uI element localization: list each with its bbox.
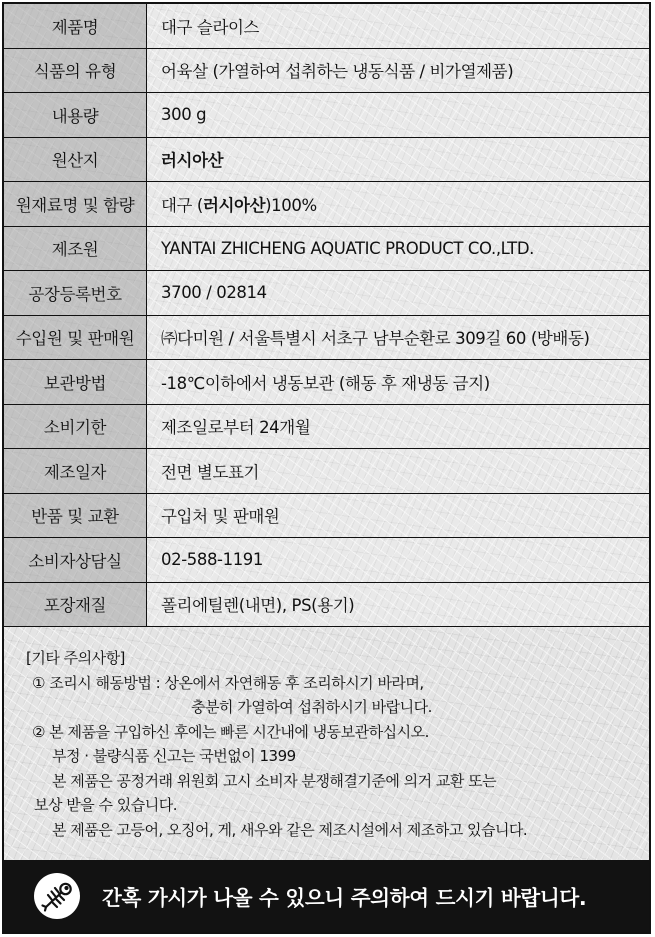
row-value: YANTAI ZHICHENG AQUATIC PRODUCT CO.,LTD. bbox=[147, 226, 650, 271]
table-row bbox=[4, 226, 649, 271]
table-row bbox=[4, 538, 649, 583]
table-row bbox=[4, 315, 649, 360]
table-row bbox=[4, 93, 649, 138]
precautions-title: [기타 주의사항] bbox=[26, 649, 125, 667]
row-value: 대구 슬라이스 bbox=[147, 4, 650, 48]
row-label: 제조원 bbox=[4, 226, 147, 271]
origin-emphasis: 러시아산 bbox=[202, 195, 266, 215]
storage-instruction: ② 본 제품을 구입하신 후에는 빠른 시간내에 냉동보관하십시오. bbox=[32, 722, 429, 741]
row-value: 러시아산 bbox=[147, 137, 650, 182]
row-label: 공장등록번호 bbox=[4, 271, 147, 316]
fish-bone-icon bbox=[34, 873, 80, 919]
product-info-table bbox=[4, 4, 649, 627]
row-value: 02-588-1191 bbox=[147, 538, 650, 583]
value-text: )100% bbox=[265, 195, 317, 215]
table-row bbox=[4, 182, 649, 227]
table-row bbox=[4, 360, 649, 405]
table-row bbox=[4, 404, 649, 449]
row-label: 원재료명 및 함량 bbox=[4, 182, 147, 227]
allergen-notice: 본 제품은 고등어, 오징어, 게, 새우와 같은 제조시설에서 제조하고 있습니다. bbox=[52, 820, 528, 839]
row-value: 제조일로부터 24개월 bbox=[147, 404, 650, 449]
exchange-policy-cont: 보상 받을 수 있습니다. bbox=[34, 796, 177, 814]
row-label: 소비기한 bbox=[4, 404, 147, 449]
table-row bbox=[4, 582, 649, 627]
table-row bbox=[4, 137, 649, 182]
row-label: 원산지 bbox=[4, 137, 147, 182]
warning-text: 간혹 가시가 나올 수 있으니 주의하여 드시기 바랍니다. bbox=[102, 886, 587, 910]
exchange-policy: 본 제품은 공정거래 위원회 고시 소비자 분쟁해결기준에 의거 교환 또는 bbox=[52, 771, 497, 790]
row-label: 제품명 bbox=[4, 4, 147, 48]
row-value: 3700 / 02814 bbox=[147, 271, 650, 316]
table-row bbox=[4, 493, 649, 538]
row-value: 300 g bbox=[147, 93, 650, 138]
row-label: 내용량 bbox=[4, 93, 147, 138]
row-label: 반품 및 교환 bbox=[4, 493, 147, 538]
row-value: 폴리에틸렌(내면), PS(용기) bbox=[147, 582, 650, 627]
report-hotline: 부정 · 불량식품 신고는 국번없이 1399 bbox=[52, 747, 296, 765]
row-label: 소비자상담실 bbox=[4, 538, 147, 583]
row-label: 수입원 및 판매원 bbox=[4, 315, 147, 360]
fish-bone-warning-bar bbox=[4, 860, 649, 932]
row-value bbox=[147, 182, 650, 227]
row-label: 포장재질 bbox=[4, 582, 147, 627]
product-label bbox=[2, 2, 651, 934]
row-value: ㈜다미원 / 서울특별시 서초구 남부순환로 309길 60 (방배동) bbox=[147, 315, 650, 360]
table-row bbox=[4, 48, 649, 93]
thawing-instruction-cont: 충분히 가열하여 섭취하시기 바랍니다. bbox=[191, 698, 432, 716]
thawing-instruction: ① 조리시 해동방법 : 상온에서 자연해동 후 조리하시기 바라며, bbox=[32, 673, 424, 692]
row-value: 어육살 (가열하여 섭취하는 냉동식품 / 비가열제품) bbox=[147, 48, 650, 93]
row-label: 제조일자 bbox=[4, 449, 147, 494]
row-value: 구입처 및 판매원 bbox=[147, 493, 650, 538]
precautions-section bbox=[4, 632, 649, 862]
table-row bbox=[4, 271, 649, 316]
row-value: -18℃이하에서 냉동보관 (해동 후 재냉동 금지) bbox=[147, 360, 650, 405]
row-label: 식품의 유형 bbox=[4, 48, 147, 93]
row-label: 보관방법 bbox=[4, 360, 147, 405]
table-row bbox=[4, 4, 649, 48]
table-row bbox=[4, 449, 649, 494]
value-text: 대구 ( bbox=[161, 195, 203, 215]
row-value: 전면 별도표기 bbox=[147, 449, 650, 494]
